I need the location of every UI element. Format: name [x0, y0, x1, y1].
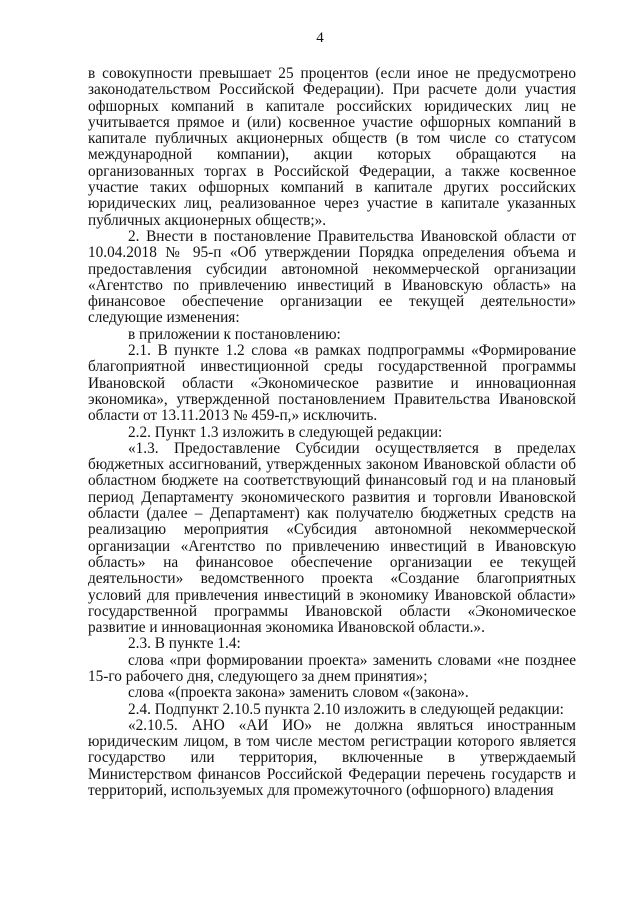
paragraph: 2. Внести в постановление Правительства Ивановской области от 10.04.2018 № 95-п «Об утверждении Порядка определения объема и предоставления субсидии автономной некоммерческой организации «Агентство по привлечению инвестиций в Ивановскую область» на финансовое обеспечение организации ее текущей деятельности» следующие изменения:	[88, 227, 576, 327]
paragraph: слова «при формировании проекта» заменить словами «не позднее 15-го рабочего дня, следующего за днем принятия»;	[88, 651, 576, 685]
paragraph: 2.1. В пункте 1.2 слова «в рамках подпрограммы «Формирование благоприятной инвестиционной среды государственной программы Ивановской области «Экономическое развитие и инновационная экономика», утвержденной постановлением Правительства Ивановской области от 13.11.2013 № 459-п,» исключить.	[88, 342, 576, 425]
page-number: 4	[316, 30, 324, 46]
paragraph: 2.2. Пункт 1.3 изложить в следующей редакции:	[128, 423, 443, 441]
paragraph: «1.3. Предоставление Субсидии осуществляется в пределах бюджетных ассигнований, утвержденных законом Ивановской области об областном бюджете на соответствующий финансовый год и на плановый период Департаменту экономического развития и торговли Ивановской области (далее – Департамент) как получателю бюджетных средств на реализацию мероприятия «Субсидия автономной некоммерческой организации «Агентство по привлечению инвестиций в Ивановскую область» на финансовое обеспечение организации ее текущей деятельности» ведомственного проекта «Создание благоприятных условий для привлечения инвестиций в экономику Ивановской области» государственной программы Ивановской области «Экономическое развитие и инновационная экономика Ивановской области.».	[88, 439, 576, 637]
paragraph: в приложении к постановлению:	[128, 325, 341, 343]
paragraph: 2.4. Подпункт 2.10.5 пункта 2.10 изложить в следующей редакции:	[128, 700, 564, 718]
paragraph: «2.10.5. АНО «АИ ИО» не должна являться иностранным юридическим лицом, в том числе местом регистрации которого является государство или территория, включенные в утверждаемый Министерством финансов Российской Федерации перечень государств и территорий, используемых для промежуточного (офшорного) владения	[88, 716, 576, 800]
document-body	[88, 66, 576, 799]
paragraph: 2.3. В пункте 1.4:	[128, 635, 241, 653]
paragraph: в совокупности превышает 25 процентов (если иное не предусмотрено законодательством Российской Федерации). При расчете доли участия офшорных компаний в капитале российских юридических лиц не учитывается прямое и (или) косвенное участие офшорных компаний в капитале публичных акционерных обществ (в том числе со статусом международной компании), акции которых обращаются на организованных торгах в Российской Федерации, а также косвенное участие таких офшорных компаний в капитале других российских юридических лиц, реализованное через участие в капитале указанных публичных акционерных обществ;».	[88, 65, 576, 229]
paragraph: слова «(проекта закона» заменить словом «(закона».	[128, 684, 469, 702]
